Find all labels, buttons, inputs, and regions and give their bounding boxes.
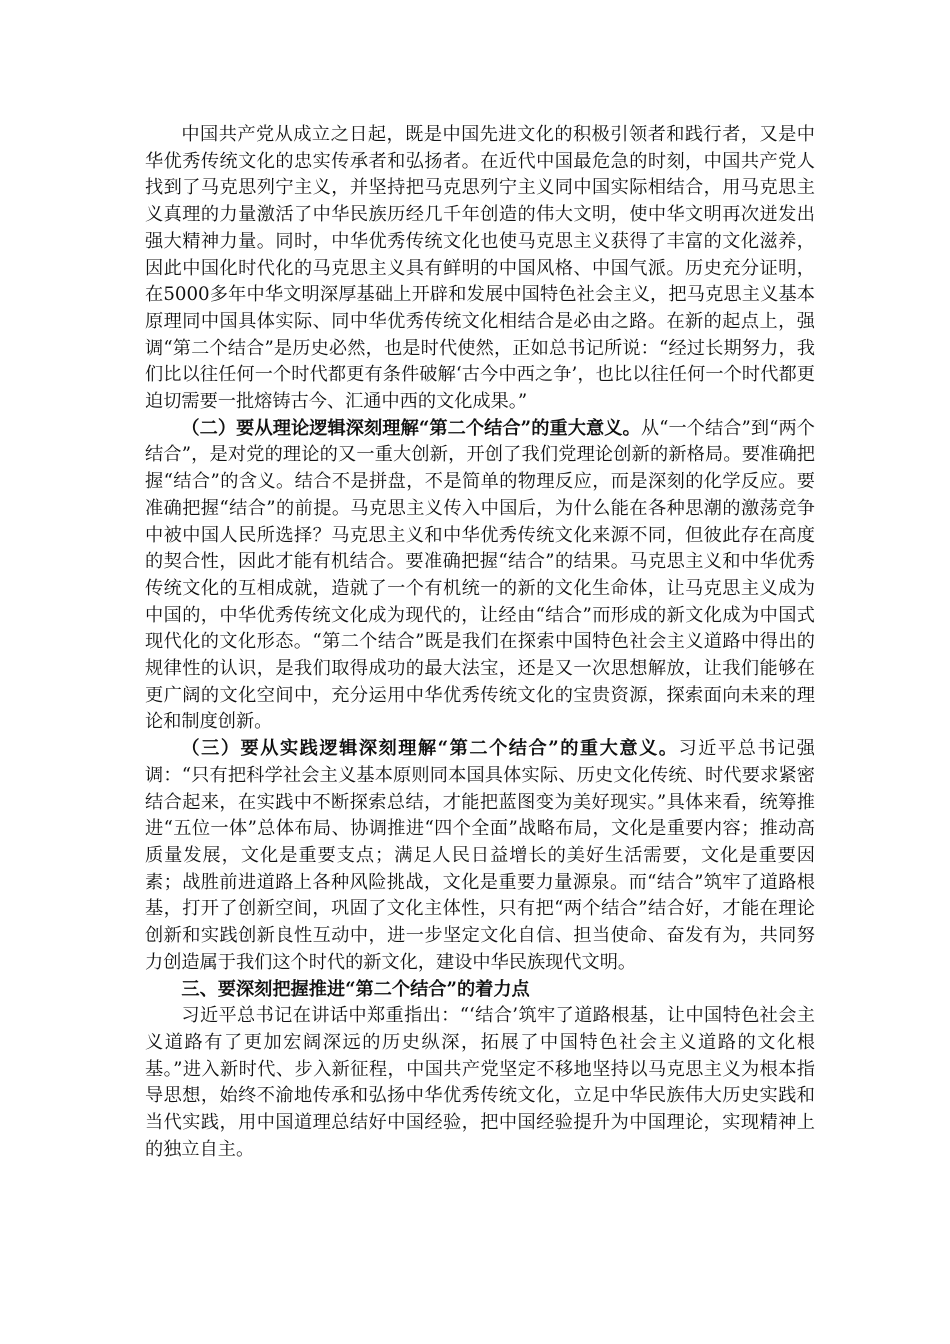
document-page — [145, 122, 815, 1163]
subheading-theoretical-logic: （二）要从理论逻辑深刻理解“第二个结合”的重大意义。 — [181, 417, 641, 439]
paragraph-theoretical-logic — [145, 416, 815, 736]
paragraph-xi-speech: 习近平总书记在讲话中郑重指出：“‘结合’筑牢了道路根基，让中国特色社会主义道路有了更加宏阔深远的历史纵深，拓展了中国特色社会主义道路的文化根基。”进入新时代、步入新征程，中国共产党坚定不移地坚持以马克思主义为根本指导思想，始终不渝地传承和弘扬中华优秀传统文化，立足中华民族伟大历史实践和当代实践，用中国道理总结好中国经验，把中国经验提升为中国理论，实现精神上的独立自主。 — [145, 1005, 815, 1160]
paragraph-party-culture: 中国共产党从成立之日起，既是中国先进文化的积极引领者和践行者，又是中华优秀传统文化的忠实传承者和弘扬者。在近代中国最危急的时刻，中国共产党人找到了马克思列宁主义，并坚持把马克思列宁主义同中国实际相结合，用马克思主义真理的力量激活了中华民族历经几千年创造的伟大文明，使中华文明再次迸发出强大精神力量。同时，中华优秀传统文化也使马克思主义获得了丰富的文化滋养，因此中国化时代化的马克思主义具有鲜明的中国风格、中国气派。历史充分证明，在5000多年中华文明深厚基础上开辟和发展中国特色社会主义，把马克思主义基本原理同中国具体实际、同中华优秀传统文化相结合是必由之路。在新的起点上，强调“第二个结合”是历史必然，也是时代使然，正如总书记所说：“经过长期努力，我们比以往任何一个时代都更有条件破解‘古今中西之争’，也比以往任何一个时代都更迫切需要一批熔铸古今、汇通中西的文化成果。” — [145, 124, 815, 413]
body-theoretical-logic: 从“一个结合”到“两个结合”，是对党的理论的又一重大创新，开创了我们党理论创新的新格局。要准确把握“结合”的含义。结合不是拼盘，不是简单的物理反应，而是深刻的化学反应。要准确把握“结合”的前提。马克思主义传入中国后，为什么能在各种思潮的激荡竞争中被中国人民所选择？马克思主义和中华优秀传统文化来源不同，但彼此存在高度的契合性，因此才能有机结合。要准确把握“结合”的结果。马克思主义和中华优秀传统文化的互相成就，造就了一个有机统一的新的文化生命体，让马克思主义成为中国的，中华优秀传统文化成为现代的，让经由“结合”而形成的新文化成为中国式现代化的文化形态。“第二个结合”既是我们在探索中国特色社会主义道路中得出的规律性的认识，是我们取得成功的最大法宝，还是又一次思想解放，让我们能够在更广阔的文化空间中，充分运用中华优秀传统文化的宝贵资源，探索面向未来的理论和制度创新。 — [145, 417, 815, 733]
subheading-practical-logic: （三）要从实践逻辑深刻理解“第二个结合”的重大意义。 — [181, 738, 679, 760]
body-practical-logic: 习近平总书记强调：“只有把科学社会主义基本原则同本国具体实际、历史文化传统、时代要求紧密结合起来，在实践中不断探索总结，才能把蓝图变为美好现实。”具体来看，统筹推进“五位一体”总体布局、协调推进“四个全面”战略布局，文化是重要内容；推动高质量发展，文化是重要支点；满足人民日益增长的美好生活需要，文化是重要因素；战胜前进道路上各种风险挑战，文化是重要力量源泉。而“结合”筑牢了道路根基，打开了创新空间，巩固了文化主体性，只有把“两个结合”结合好，才能在理论创新和实践创新良性互动中，进一步坚定文化自信、担当使命、奋发有为，共同努力创造属于我们这个时代的新文化，建设中华民族现代文明。 — [145, 738, 815, 973]
paragraph-practical-logic — [145, 736, 815, 976]
section-heading-3: 三、要深刻把握推进“第二个结合”的着力点 — [181, 978, 530, 1000]
